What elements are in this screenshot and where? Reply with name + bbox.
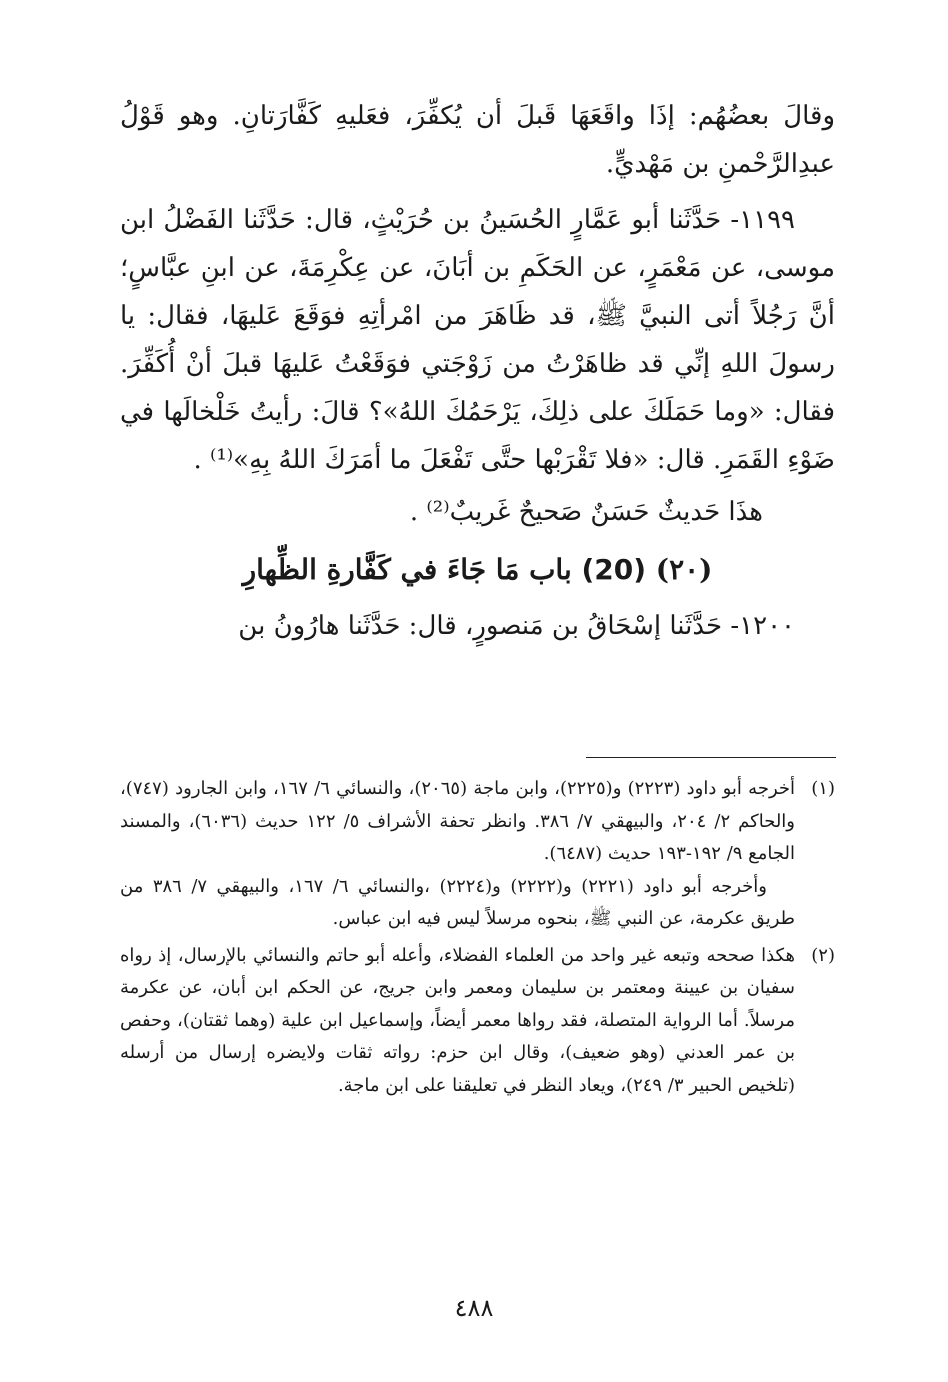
main-text — [120, 92, 835, 650]
footnote-marker: (١) — [811, 778, 835, 799]
hadith-grade: هذَا حَديثٌ حَسَنٌ صَحيحٌ غَريبٌ⁽²⁾ . — [409, 497, 763, 527]
footnote-divider — [586, 757, 836, 758]
footnotes — [120, 773, 835, 1106]
chapter-heading — [120, 546, 835, 594]
chapter-number-arabic: (٢٠) — [646, 553, 713, 586]
chapter-number-latin: (20) — [581, 553, 647, 586]
footnote-1-line-2: وأخرجه أبو داود (٢٢٢١) و(٢٢٢٢) و(٢٢٢٤) ،والنسائي ٦/ ١٦٧، والبيهقي ٧/ ٣٨٦ من طريق عكرمة، عن النبي ﷺ، بنحوه مرسلاً ليس فيه ابن عباس. — [120, 875, 795, 929]
opening-paragraph: وقالَ بعضُهُم: إذَا واقَعَهَا قَبلَ أن يُكفِّرَ، فعَليهِ كَفَّارَتانِ. وهو قَوْلُ عبدِالرَّحْمنِ بن مَهْديٍّ. — [120, 101, 835, 179]
footnote-1-line-1: أخرجه أبو داود (٢٢٢٣) و(٢٢٢٥)، وابن ماجة (٢٠٦٥)، والنسائي ٦/ ١٦٧، وابن الجارود (٧٤٧)، والحاكم ٢/ ٢٠٤، والبيهقي ٧/ ٣٨٦. وانظر تحفة الأشراف ٥/ ١٢٢ حديث (٦٠٣٦)، والمسند الجامع ٩/ ١٩٢-١٩٣ حديث (٦٤٨٧). — [120, 778, 796, 864]
footnote-marker: (٢) — [811, 944, 835, 966]
footnote-1 — [120, 773, 835, 936]
footnote-2 — [120, 940, 835, 1103]
page-number: ٤٨٨ — [454, 1294, 494, 1322]
hadith-1200: ١٢٠٠- حَدَّثَنا إسْحَاقُ بن مَنصورٍ، قال: حَدَّثَنا هارُونُ بن — [238, 611, 795, 641]
chapter-title: باب مَا جَاءَ في كَفَّارةِ الظِّهارِ — [242, 553, 582, 586]
hadith-1199: ١١٩٩- حَدَّثَنا أبو عَمَّارٍ الحُسَينُ بن حُرَيْثٍ، قال: حَدَّثَنا الفَضْلُ ابن موسى، عن مَعْمَرٍ، عن الحَكَمِ بن أبَانَ، عن عِكْرِمَةَ، عن ابنِ عبَّاسٍ؛ أنَّ رَجُلاً أتى النبيَّ ﷺ، قد ظَاهَرَ من امْرأتِهِ فوَقَعَ عَليهَا، فقال: يا رسولَ اللهِ إنِّي قد ظاهَرْتُ من زَوْجَتي فوَقَعْتُ عَليهَا قبلَ أنْ أُكَفِّرَ. فقال: «وما حَمَلَكَ على ذلِكَ، يَرْحَمُكَ اللهُ»؟ قالَ: رأيتُ خَلْخالَها في ضَوْءِ القَمَرِ. قال: «فلا تَقْرَبْها حتَّى تَفْعَلَ ما أمَرَكَ اللهُ بِهِ»⁽¹⁾ . — [120, 205, 835, 475]
footnote-2-text: هكذا صححه وتبعه غير واحد من العلماء الفضلاء، وأعله أبو حاتم والنسائي بالإرسال، إذ رواه سفيان بن عيينة ومعتمر بن سليمان ومعمر وابن جريج، عن الحكم ابن أبان، عن عكرمة مرسلاً. أما الرواية المتصلة، فقد رواها معمر أيضاً، وإسماعيل ابن علية (وهما ثقتان)، وحفص بن عمر العدني (وهو ضعيف)، وقال ابن حزم: رواته ثقات ولايضره إرسال من أرسله (تلخيص الحبير ٣/ ٢٤٩)، ويعاد النظر في تعليقنا على ابن ماجة. — [120, 944, 795, 1096]
